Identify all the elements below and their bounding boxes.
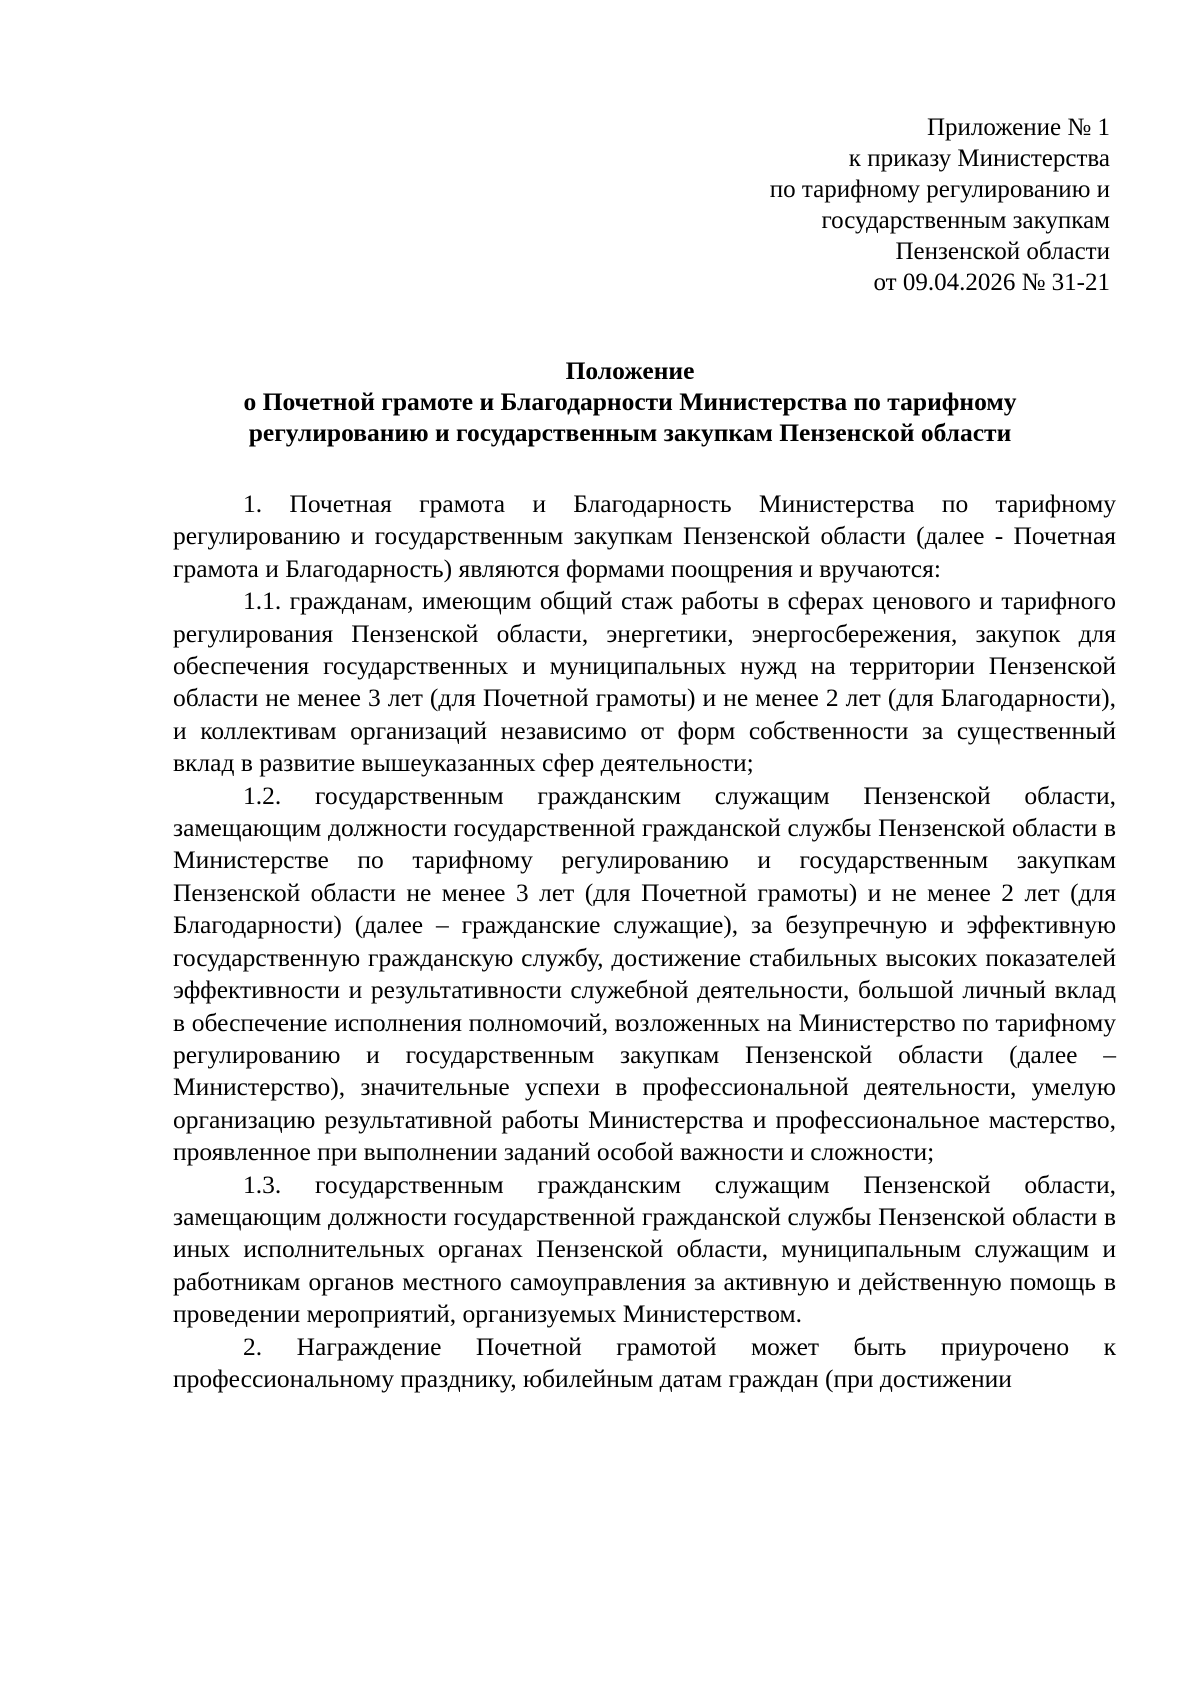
paragraph: 2. Награждение Почетной грамотой может быть приурочено к профессиональному празднику, юбилейным датам граждан (при достижении	[173, 1331, 1116, 1393]
title-line: регулированию и государственным закупкам Пензенской области	[248, 418, 1012, 447]
paragraph: 1. Почетная грамота и Благодарность Министерства по тарифному регулированию и государственным закупкам Пензенской области (далее - Почетная грамота и Благодарность) являются формами поощрения и вручаются:	[173, 489, 1116, 583]
appendix-line: по тарифному регулированию и	[769, 176, 1110, 203]
document-title	[160, 355, 1100, 448]
appendix-line: Приложение № 1	[926, 114, 1110, 141]
appendix-line: к приказу Министерства	[848, 145, 1110, 172]
appendix-line: государственным закупкам	[821, 207, 1110, 234]
appendix-header	[770, 112, 1110, 298]
paragraph: 1.3. государственным гражданским служащим Пензенской области, замещающим должности государственной гражданской службы Пензенской области в иных исполнительных органах Пензенской области, муниципальным служащим и работникам органов местного самоуправления за активную и действенную помощь в проведении мероприятий, организуемых Министерством.	[173, 1169, 1116, 1329]
appendix-line: от 09.04.2026 № 31-21	[873, 269, 1110, 296]
title-line: о Почетной грамоте и Благодарности Министерства по тарифному	[243, 387, 1017, 416]
title-line: Положение	[565, 356, 695, 385]
document-body	[173, 488, 1116, 1395]
paragraph: 1.1. гражданам, имеющим общий стаж работы в сферах ценового и тарифного регулирования Пензенской области, энергетики, энергосбережения, закупок для обеспечения государственных и муниципальных нужд на территории Пензенской области не менее 3 лет (для Почетной грамоты) и не менее 2 лет (для Благодарности), и коллективам организаций независимо от форм собственности за существенный вклад в развитие вышеуказанных сфер деятельности;	[173, 586, 1116, 778]
appendix-line: Пензенской области	[895, 238, 1110, 265]
paragraph: 1.2. государственным гражданским служащим Пензенской области, замещающим должности государственной гражданской службы Пензенской области в Министерстве по тарифному регулированию и государственным закупкам Пензенской области не менее 3 лет (для Почетной грамоты) и не менее 2 лет (для Благодарности) (далее – гражданские служащие), за безупречную и эффективную государственную гражданскую службу, достижение стабильных высоких показателей эффективности и результативности служебной деятельности, большой личный вклад в обеспечение исполнения полномочий, возложенных на Министерство по тарифному регулированию и государственным закупкам Пензенской области (далее – Министерство), значительные успехи в профессиональной деятельности, умелую организацию результативной работы Министерства и профессиональное мастерство, проявленное при выполнении заданий особой важности и сложности;	[173, 780, 1116, 1167]
